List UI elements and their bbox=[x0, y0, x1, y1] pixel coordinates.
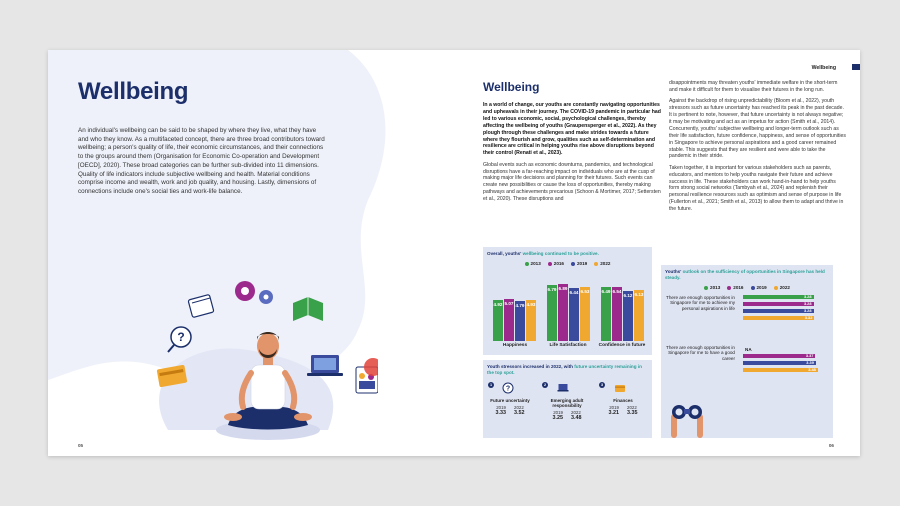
wellbeing-chart bbox=[483, 247, 652, 355]
question-icon bbox=[168, 327, 191, 352]
chart-title: Youth stressors increased in 2022, with future uncertainty remaining in the top spot. bbox=[487, 364, 642, 375]
bar-value-label: 6.12 bbox=[623, 292, 633, 298]
wellbeing-plot-area bbox=[483, 275, 652, 341]
not-available-label: NA bbox=[745, 347, 752, 352]
category-label: Confidence in future bbox=[598, 343, 646, 348]
year-labels: 2019 2022 bbox=[496, 405, 524, 411]
bar-value-label: 4.93 bbox=[526, 302, 536, 308]
right-page bbox=[456, 50, 860, 456]
stressor-label: Emerging adult responsibility bbox=[550, 398, 584, 409]
bar bbox=[547, 285, 557, 341]
year-labels: 2019 2022 bbox=[609, 405, 637, 411]
bar bbox=[743, 316, 814, 320]
opportunities-plot-area bbox=[743, 291, 829, 391]
legend-item: 2019 bbox=[571, 261, 587, 266]
bar-value-label: 6.54 bbox=[612, 289, 622, 295]
bar bbox=[601, 287, 611, 341]
legend-item: 2013 bbox=[525, 261, 541, 266]
gear-icon bbox=[235, 281, 273, 304]
bar bbox=[743, 368, 818, 372]
svg-text:?: ? bbox=[505, 385, 511, 393]
stressor-values: 3.25 3.48 bbox=[552, 415, 582, 422]
laptop-icon bbox=[557, 382, 569, 394]
category-label: Happiness bbox=[502, 343, 528, 348]
bar bbox=[504, 299, 514, 341]
opportunities-chart bbox=[661, 265, 833, 438]
text-column-2 bbox=[669, 80, 847, 217]
bar-value-label: 3.48 bbox=[808, 367, 816, 372]
laptop-icon bbox=[307, 355, 343, 376]
legend-item: 2013 bbox=[704, 285, 720, 290]
stressor-label: Future uncertainty bbox=[490, 398, 530, 403]
statement-label: There are enough opportunities in Singapore for me to have a good career bbox=[666, 345, 735, 361]
stressor-values: 3.33 3.52 bbox=[495, 410, 525, 417]
credit-card-icon bbox=[614, 382, 626, 394]
chart-legend bbox=[483, 261, 652, 266]
stressor-label: Finances bbox=[613, 398, 633, 403]
rank-badge: 3 bbox=[600, 383, 604, 387]
legend-item: 2016 bbox=[727, 285, 743, 290]
bar-value-label: 6.13 bbox=[634, 292, 644, 298]
stressor-item bbox=[593, 398, 652, 416]
body-paragraph: Against the backdrop of rising unpredictability (Bloom et al., 2022), youth stressors such as future uncertainty has reached its peak in the past decade. It is pertinent to note, however, that future uncertainty is not always negative; it may be motivating and act as an impetus for action (Smith et al., 2014). Concurrently, youths' subjective wellbeing and longer-term outlook such as their life satisfaction, future confidence, happiness, and sense of opportunities in Singapore to achieve personal aspirations and a good career remained stable. This suggests that they are resilient and were able to take the pandemic in their stride. bbox=[669, 98, 846, 160]
legend-item: 2016 bbox=[548, 261, 564, 266]
body-paragraph: Global events such as economic downturns, pandemics, and technological disruptions have a far-reaching impact on individuals who are at the cusp of making major life decisions and planning for their futures. Such events can create new possibilities or cause the loss of opportunities, thereby making pathways and achievements precarious (Schoon & Mortimer, 2017; Settersten et al., 2020). These disruptions and bbox=[483, 161, 661, 203]
bar-value-label: 6.89 bbox=[558, 286, 568, 292]
stressor-values: 3.21 3.35 bbox=[608, 410, 638, 417]
bar bbox=[743, 354, 815, 358]
bar bbox=[515, 301, 525, 341]
bar bbox=[634, 290, 644, 341]
bar-value-label: 6.79 bbox=[547, 286, 557, 292]
rank-badge: 2 bbox=[543, 383, 547, 387]
meditating-person-icon bbox=[216, 332, 320, 440]
bar-value-label: 3.28 bbox=[803, 294, 812, 299]
intro-paragraph: An individual's wellbeing can be said to be shaped by where they live, what they have and who they know. As a multifaceted concept, there are three broad contributors toward wellbeing; a person's quality of life, their economic circumstances, and their connections to the groups around them (Organisation for Economic Co-operation and Development [OECD], 2020). These broad categories can be further sub-divided into 11 dimensions. Quality of life indicators include subjective wellbeing and health. Material conditions comprise income and wealth, work and job quality, and housing. Lastly, dimensions of connections include one's social ties and work-life balance. bbox=[78, 127, 325, 195]
bar bbox=[623, 291, 633, 341]
book-icon bbox=[293, 297, 323, 321]
bar-value-label: 6.49 bbox=[601, 289, 611, 295]
svg-text:?: ? bbox=[177, 330, 185, 344]
bar-value-label: 3.39 bbox=[806, 360, 814, 365]
chart-title: Youths' outlook on the sufficiency of opportunities in Singapore has held steady. bbox=[665, 269, 825, 280]
bar bbox=[569, 288, 579, 341]
stressors-panel bbox=[483, 360, 652, 438]
section-tab bbox=[852, 64, 860, 70]
legend-item: 2022 bbox=[594, 261, 610, 266]
bar-value-label: 6.44 bbox=[569, 289, 579, 295]
running-head: Wellbeing bbox=[811, 65, 836, 71]
rank-badge: 1 bbox=[489, 383, 493, 387]
bar bbox=[526, 300, 536, 341]
legend-item: 2022 bbox=[774, 285, 790, 290]
body-paragraph: Taken together, it is important for various stakeholders such as parents, educators, and mentors to help youths navigate their future and achieve success in life. These stakeholders can work hand-in-hand to help youths form strong social networks (Tambyah et al., 2024) and replenish their personal resilience resources such as optimism and sense of purpose in life (Fullerton et al., 2021; Smith et al., 2013) to allow them to adapt and thrive in the future. bbox=[669, 164, 844, 213]
meditation-illustration bbox=[148, 275, 378, 445]
year-labels: 2019 2022 bbox=[553, 410, 581, 416]
legend-item: 2019 bbox=[751, 285, 767, 290]
page-title: Wellbeing bbox=[78, 78, 189, 105]
bar-value-label: 4.79 bbox=[515, 303, 525, 309]
stressor-item bbox=[537, 398, 597, 421]
bar-value-label: 4.92 bbox=[493, 302, 503, 308]
bar-value-label: 5.07 bbox=[504, 301, 514, 307]
statement-label: There are enough opportunities in Singapore for me to achieve my personal aspirations in life bbox=[666, 295, 735, 311]
page-number-left: 05 bbox=[78, 443, 84, 448]
bar bbox=[580, 287, 590, 341]
body-paragraph: disappointments may threaten youths' immediate welfare in the short-term and make it difficult for them to visualise their futures in the long run. bbox=[669, 80, 838, 93]
lead-paragraph: In a world of change, our youths are constantly navigating opportunities and upheavals in their journey. The COVID-19 pandemic in particular had led to various economic, social, psychological challenges, thereby affecting the wellbeing of youths (Graupensperger et al., 2022). As they plough through these challenges and make strides towards a future where they flourish and grow, qualities such as self-determination and resilience are critical in helping youths rise above disruptions beyond their control (Renati et al., 2023). bbox=[483, 102, 661, 157]
bar bbox=[743, 361, 816, 365]
bar-value-label: 3.37 bbox=[805, 353, 814, 358]
bar-value-label: 3.28 bbox=[803, 308, 812, 313]
bar-value-label: 6.53 bbox=[580, 289, 590, 295]
question-icon bbox=[502, 382, 514, 394]
bar bbox=[612, 287, 622, 341]
stressor-item bbox=[483, 398, 540, 416]
bar bbox=[743, 309, 814, 313]
bar-value-label: 3.32 bbox=[804, 315, 813, 320]
category-label: Life Satisfaction bbox=[549, 343, 587, 348]
bar bbox=[493, 300, 503, 341]
book-spread bbox=[48, 50, 860, 456]
bar bbox=[743, 295, 814, 299]
left-page bbox=[48, 50, 456, 456]
chart-title: Overall, youths' wellbeing continued to be positive. bbox=[487, 251, 599, 256]
calendar-icon bbox=[188, 294, 214, 317]
bar bbox=[743, 302, 814, 306]
text-column-1 bbox=[483, 102, 661, 207]
page-number-right: 06 bbox=[828, 443, 834, 448]
bar-value-label: 3.28 bbox=[803, 301, 812, 306]
bar bbox=[558, 284, 568, 341]
section-title: Wellbeing bbox=[483, 80, 540, 94]
binoculars-icon bbox=[667, 398, 707, 438]
chart-legend bbox=[661, 285, 833, 290]
family-photo-icon bbox=[356, 358, 378, 393]
credit-card-icon bbox=[157, 365, 188, 388]
